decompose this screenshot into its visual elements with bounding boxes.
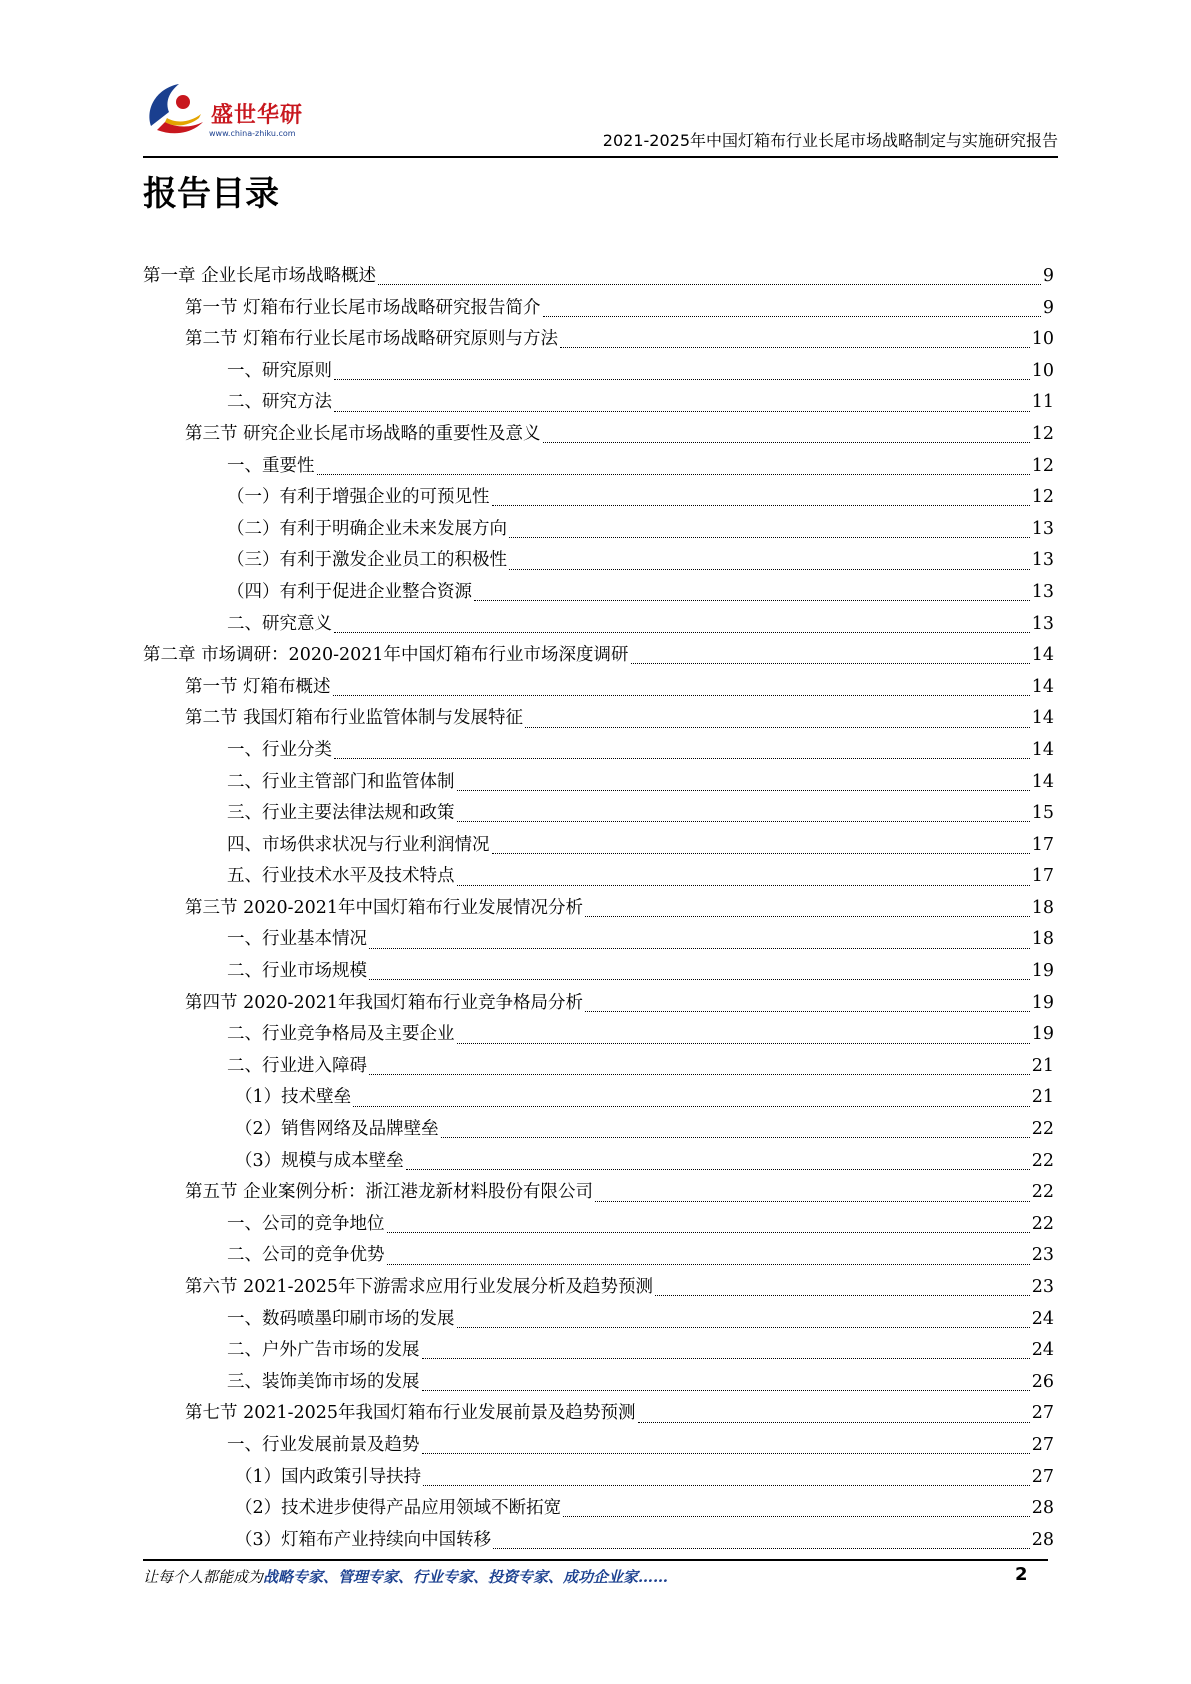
toc-dot-leader	[422, 1453, 1030, 1454]
toc-entry-title: 一、行业发展前景及趋势	[227, 1434, 420, 1455]
toc-entry[interactable]	[143, 1020, 1054, 1052]
toc-entry-title: 二、户外广告市场的发展	[227, 1340, 420, 1361]
toc-entry-page: 21	[1031, 1087, 1054, 1108]
toc-entry[interactable]	[143, 768, 1054, 800]
toc-dot-leader	[369, 948, 1030, 949]
toc-entry[interactable]	[143, 1115, 1054, 1147]
toc-entry-page: 19	[1031, 1024, 1054, 1045]
toc-entry-title: （四）有利于促进企业整合资源	[227, 581, 472, 602]
toc-entry-title: 一、重要性	[227, 455, 315, 476]
toc-entry-title: 三、装饰美饰市场的发展	[227, 1371, 420, 1392]
toc-dot-leader	[406, 1169, 1030, 1170]
toc-entry[interactable]	[143, 294, 1054, 326]
toc-entry[interactable]	[143, 1241, 1054, 1273]
toc-dot-leader	[543, 442, 1030, 443]
footer-slogan-lead: 让每个人都能成为	[143, 1568, 264, 1586]
toc-entry[interactable]	[143, 1368, 1054, 1400]
toc-entry-title: （1）技术壁垒	[235, 1087, 352, 1108]
toc-entry-title: 四、市场供求状况与行业利润情况	[227, 834, 490, 855]
toc-dot-leader	[423, 1485, 1030, 1486]
toc-entry-page: 14	[1031, 645, 1054, 666]
toc-entry-page: 27	[1031, 1434, 1054, 1455]
toc-dot-leader	[474, 600, 1030, 601]
toc-entry-title: 一、行业基本情况	[227, 929, 367, 950]
toc-dot-leader	[631, 663, 1030, 664]
toc-entry-page: 18	[1031, 897, 1054, 918]
toc-entry-title: 第一节 灯箱布概述	[185, 676, 331, 697]
toc-entry-page: 24	[1031, 1308, 1054, 1329]
toc-dot-leader	[638, 1422, 1030, 1423]
toc-entry[interactable]	[143, 704, 1054, 736]
toc-dot-leader	[492, 505, 1030, 506]
toc-dot-leader	[378, 284, 1041, 285]
toc-entry-title: 第六节 2021-2025年下游需求应用行业发展分析及趋势预测	[185, 1277, 654, 1297]
toc-entry[interactable]	[143, 989, 1054, 1021]
toc-entry-title: 一、数码喷墨印刷市场的发展	[227, 1308, 455, 1329]
toc-entry-title: 第二节 我国灯箱布行业监管体制与发展特征	[185, 708, 524, 729]
toc-entry[interactable]	[143, 673, 1054, 705]
toc-entry-page: 13	[1031, 550, 1054, 571]
toc-entry[interactable]	[143, 1083, 1054, 1115]
toc-dot-leader	[353, 1106, 1030, 1107]
toc-entry-page: 27	[1031, 1466, 1054, 1487]
toc-entry[interactable]	[143, 1463, 1054, 1495]
toc-dot-leader	[422, 1390, 1030, 1391]
toc-dot-leader	[457, 885, 1030, 886]
footer-slogan	[143, 1566, 668, 1587]
toc-entry-title: 第二节 灯箱布行业长尾市场战略研究原则与方法	[185, 329, 559, 350]
toc-entry-title: 第七节 2021-2025年我国灯箱布行业发展前景及趋势预测	[185, 1403, 636, 1424]
toc-entry[interactable]	[143, 325, 1054, 357]
toc-entry-title: 二、研究方法	[227, 392, 332, 413]
toc-entry[interactable]	[143, 578, 1054, 610]
toc-entry-page: 14	[1031, 708, 1054, 729]
toc-entry-page: 19	[1031, 961, 1054, 982]
toc-dot-leader	[595, 1201, 1030, 1202]
toc-entry[interactable]	[143, 515, 1054, 547]
toc-entry-page: 28	[1031, 1498, 1054, 1519]
toc-entry-page: 19	[1031, 992, 1054, 1013]
toc-entry-page: 12	[1031, 423, 1054, 444]
toc-entry-page: 13	[1031, 613, 1054, 634]
toc-entry-title: （二）有利于明确企业未来发展方向	[227, 518, 507, 539]
toc-entry-page: 12	[1031, 455, 1054, 476]
footer-slogan-roles: 战略专家、管理专家、行业专家、投资专家、成功企业家……	[263, 1568, 669, 1586]
toc-entry[interactable]	[143, 925, 1054, 957]
toc-entry-page: 13	[1031, 581, 1054, 602]
logo-url: www.china-zhiku.com	[209, 129, 296, 138]
toc-entry[interactable]	[143, 610, 1054, 642]
toc-entry[interactable]	[143, 1494, 1054, 1526]
toc-dot-leader	[509, 537, 1030, 538]
toc-entry-title: 第一节 灯箱布行业长尾市场战略研究报告简介	[185, 297, 541, 318]
toc-entry-title: 二、行业主管部门和监管体制	[227, 771, 455, 792]
toc-entry-page: 10	[1031, 360, 1054, 381]
toc-entry-page: 21	[1031, 1055, 1054, 1076]
toc-dot-leader	[369, 979, 1030, 980]
toc-entry[interactable]	[143, 420, 1054, 452]
toc-dot-leader	[333, 695, 1030, 696]
toc-entry-page: 10	[1031, 329, 1054, 350]
toc-entry[interactable]	[143, 1273, 1054, 1305]
toc-entry-title: 一、公司的竞争地位	[227, 1213, 385, 1234]
toc-entry-page: 14	[1031, 676, 1054, 697]
toc-entry[interactable]	[143, 957, 1054, 989]
toc-entry-page: 13	[1031, 518, 1054, 539]
toc-entry-page: 24	[1031, 1340, 1054, 1361]
toc-dot-leader	[493, 1548, 1030, 1549]
toc-dot-leader	[334, 411, 1030, 412]
toc-entry[interactable]	[143, 1526, 1054, 1558]
page-number: 2	[1015, 1564, 1028, 1585]
toc-dot-leader	[457, 790, 1030, 791]
toc-entry-page: 22	[1031, 1119, 1054, 1140]
page-title: 报告目录	[143, 174, 279, 214]
toc-entry[interactable]	[143, 357, 1054, 389]
toc-entry-page: 28	[1031, 1529, 1054, 1550]
document-title: 2021-2025年中国灯箱布行业长尾市场战略制定与实施研究报告	[602, 131, 1058, 150]
toc-entry-page: 14	[1031, 739, 1054, 760]
toc-dot-leader	[563, 1516, 1030, 1517]
toc-entry-title: （一）有利于增强企业的可预见性	[227, 487, 490, 508]
toc-entry-title: 第五节 企业案例分析：浙江港龙新材料股份有限公司	[185, 1182, 594, 1203]
toc-dot-leader	[317, 474, 1030, 475]
toc-entry[interactable]	[143, 1052, 1054, 1084]
toc-dot-leader	[560, 347, 1030, 348]
toc-entry[interactable]	[143, 831, 1054, 863]
toc-entry-page: 23	[1031, 1277, 1054, 1297]
toc-entry[interactable]	[143, 1336, 1054, 1368]
toc-entry-title: （2）销售网络及品牌壁垒	[235, 1119, 439, 1140]
toc-entry[interactable]	[143, 546, 1054, 578]
toc-dot-leader	[334, 632, 1030, 633]
header-divider	[143, 156, 1058, 158]
toc-entry-title: 二、行业进入障碍	[227, 1055, 367, 1076]
table-of-contents	[143, 262, 1054, 1557]
toc-entry-title: （2）技术进步使得产品应用领域不断拓宽	[235, 1498, 562, 1519]
toc-entry-page: 11	[1031, 392, 1054, 413]
toc-entry-page: 18	[1031, 929, 1054, 950]
toc-entry-page: 27	[1031, 1403, 1054, 1424]
toc-entry-title: （3）规模与成本壁垒	[235, 1150, 404, 1171]
toc-entry[interactable]	[143, 483, 1054, 515]
logo-name: 盛世华研	[211, 103, 304, 128]
toc-entry-title: 第三节 2020-2021年中国灯箱布行业发展情况分析	[185, 897, 584, 918]
toc-entry[interactable]	[143, 1178, 1054, 1210]
toc-entry-page: 12	[1031, 487, 1054, 508]
toc-entry[interactable]	[143, 262, 1054, 294]
toc-entry[interactable]	[143, 1431, 1054, 1463]
toc-entry[interactable]	[143, 799, 1054, 831]
toc-entry-page: 26	[1031, 1371, 1054, 1392]
page-header	[143, 78, 1058, 158]
toc-dot-leader	[441, 1137, 1030, 1138]
toc-dot-leader	[457, 821, 1030, 822]
toc-dot-leader	[585, 916, 1030, 917]
toc-dot-leader	[585, 1011, 1030, 1012]
toc-entry-page: 15	[1031, 803, 1054, 824]
toc-entry-title: 第三节 研究企业长尾市场战略的重要性及意义	[185, 423, 541, 444]
toc-entry[interactable]	[143, 641, 1054, 673]
toc-entry-title: （1）国内政策引导扶持	[235, 1466, 422, 1487]
toc-entry[interactable]	[143, 736, 1054, 768]
footer-divider	[143, 1559, 1048, 1561]
toc-dot-leader	[655, 1295, 1030, 1296]
toc-dot-leader	[387, 1232, 1030, 1233]
toc-entry-page: 23	[1031, 1245, 1054, 1266]
toc-dot-leader	[543, 316, 1041, 317]
toc-entry-title: 五、行业技术水平及技术特点	[227, 866, 455, 887]
toc-dot-leader	[422, 1358, 1030, 1359]
toc-entry-title: （3）灯箱布产业持续向中国转移	[235, 1529, 492, 1550]
toc-entry-title: 二、行业市场规模	[227, 961, 367, 982]
toc-entry-page: 17	[1031, 866, 1054, 887]
toc-entry-title: 第二章 市场调研：2020-2021年中国灯箱布行业市场深度调研	[143, 645, 629, 666]
toc-entry-title: 一、研究原则	[227, 360, 332, 381]
toc-entry[interactable]	[143, 388, 1054, 420]
toc-entry-title: （三）有利于激发企业员工的积极性	[227, 550, 507, 571]
toc-dot-leader	[387, 1264, 1030, 1265]
toc-dot-leader	[525, 727, 1030, 728]
toc-dot-leader	[457, 1327, 1030, 1328]
toc-entry-title: 三、行业主要法律法规和政策	[227, 803, 455, 824]
logo-swoosh-icon	[143, 78, 213, 140]
toc-dot-leader	[369, 1074, 1030, 1075]
toc-entry-page: 22	[1031, 1150, 1054, 1171]
toc-entry-page: 14	[1031, 771, 1054, 792]
company-logo	[143, 78, 323, 148]
toc-entry-title: 二、公司的竞争优势	[227, 1245, 385, 1266]
toc-dot-leader	[334, 379, 1030, 380]
toc-entry-title: 第一章 企业长尾市场战略概述	[143, 266, 377, 286]
toc-entry-title: 二、研究意义	[227, 613, 332, 634]
toc-entry-page: 22	[1031, 1182, 1054, 1203]
toc-entry[interactable]	[143, 862, 1054, 894]
toc-entry[interactable]	[143, 452, 1054, 484]
toc-entry[interactable]	[143, 1399, 1054, 1431]
toc-dot-leader	[457, 1043, 1030, 1044]
toc-entry-title: 二、行业竞争格局及主要企业	[227, 1024, 455, 1045]
toc-entry-title: 第四节 2020-2021年我国灯箱布行业竞争格局分析	[185, 992, 584, 1013]
toc-entry-page: 22	[1031, 1213, 1054, 1234]
toc-entry-title: 一、行业分类	[227, 739, 332, 760]
toc-dot-leader	[334, 758, 1030, 759]
toc-dot-leader	[492, 853, 1030, 854]
toc-entry[interactable]	[143, 1147, 1054, 1179]
toc-entry[interactable]	[143, 1210, 1054, 1242]
toc-entry-page: 9	[1042, 266, 1054, 286]
toc-entry[interactable]	[143, 894, 1054, 926]
toc-entry-page: 17	[1031, 834, 1054, 855]
toc-entry[interactable]	[143, 1305, 1054, 1337]
toc-dot-leader	[509, 569, 1030, 570]
toc-entry-page: 9	[1042, 297, 1054, 318]
